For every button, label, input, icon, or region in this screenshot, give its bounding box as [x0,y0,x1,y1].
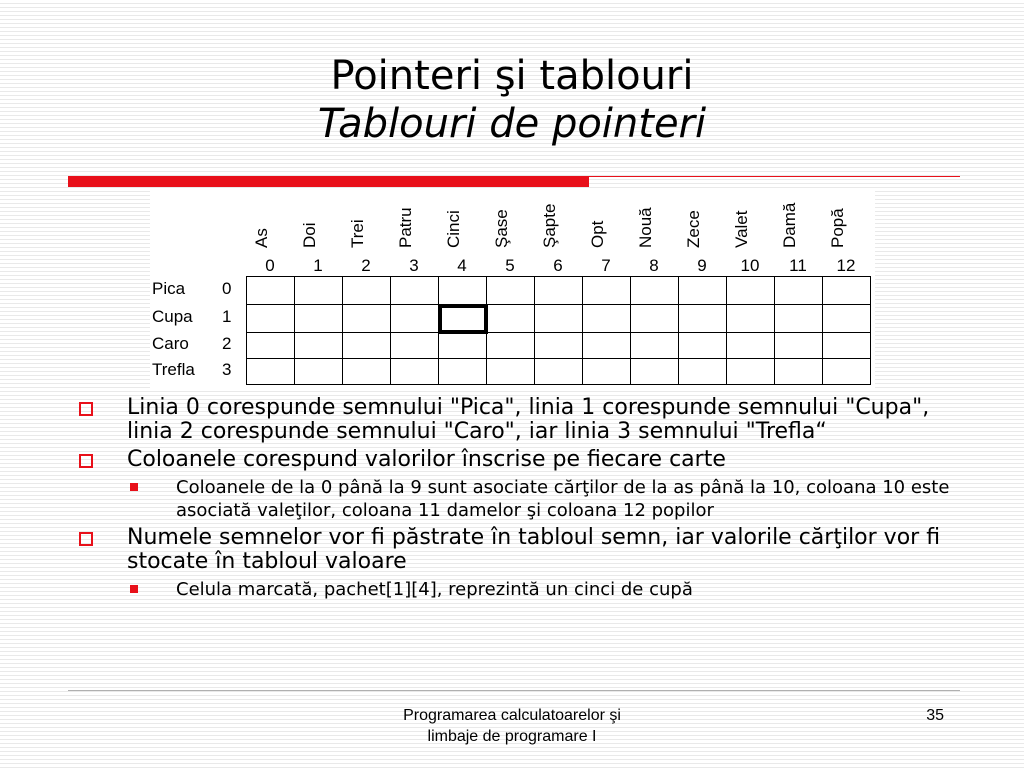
grid-cell [631,277,679,305]
column-name-label: Valet [732,210,751,248]
grid-cell [535,305,583,333]
grid-cell [631,359,679,385]
column-index: 3 [409,256,419,275]
grid-cell [535,359,583,385]
column-index: 11 [789,256,807,275]
grid-cell [583,305,631,333]
row-name: Pica [152,279,186,298]
filled-square-bullet-icon [130,483,138,491]
card-grid [246,276,871,385]
column-name-label: Damă [780,202,799,248]
column-name [486,190,534,248]
footer-divider [68,690,960,691]
grid-row [247,359,871,385]
column-name-label: Şase [492,209,511,248]
grid-cell [487,333,535,359]
column-name [342,190,390,248]
grid-cell [391,305,439,333]
column-name-label: Cinci [444,210,463,248]
grid-cell [391,277,439,305]
grid-cell [727,305,775,333]
column-index: 7 [601,256,611,275]
row-index: 2 [222,334,232,353]
column-index: 4 [457,256,467,275]
column-index: 9 [697,256,707,275]
row-name: Cupa [152,307,193,326]
column-name [582,190,630,248]
column-name-label: Patru [396,207,415,248]
column-name [630,190,678,248]
column-index: 5 [505,256,515,275]
grid-cell [295,333,343,359]
hollow-square-bullet-icon [79,454,93,468]
column-name [726,190,774,248]
grid-cell [823,333,871,359]
column-name [534,190,582,248]
grid-cell [295,305,343,333]
grid-cell [775,305,823,333]
grid-cell [631,333,679,359]
card-grid-table [246,276,871,385]
grid-cell [679,333,727,359]
bullet-item [76,526,976,574]
grid-cell [823,277,871,305]
row-index: 1 [222,307,232,326]
grid-cell [535,333,583,359]
footer-line-2: limbaje de programare I [427,728,597,745]
row-name: Trefla [152,360,195,379]
grid-cell [583,359,631,385]
column-name-label: Doi [300,222,319,248]
hollow-square-bullet-icon [79,532,93,546]
grid-cell [247,277,295,305]
grid-cell [487,305,535,333]
grid-cell [679,305,727,333]
bullet-item [76,396,976,444]
column-name [774,190,822,248]
column-name [390,190,438,248]
grid-cell [583,333,631,359]
title-line-1: Pointeri şi tablouri [330,53,694,99]
column-name-label: Popă [828,208,847,248]
footer-line-1: Programarea calculatoarelor şi [403,707,621,724]
column-index: 0 [265,256,275,275]
bullet-list [76,396,976,605]
column-index: 12 [836,256,856,275]
grid-cell [631,305,679,333]
grid-cell [343,333,391,359]
card-array-diagram [150,190,875,388]
row-name: Caro [152,334,189,353]
grid-cell [679,277,727,305]
grid-cell [487,359,535,385]
column-name [438,190,486,248]
hollow-square-bullet-icon [79,402,93,416]
sub-bullet-item [76,578,976,601]
sub-bullet-item [76,476,976,522]
grid-row [247,333,871,359]
bullet-text: Numele semnelor vor fi păstrate în tabloul semn, iar valorile cărţilor vor fi stocate în tabloul valoare [127,525,941,574]
column-name [678,190,726,248]
slide-number: 35 [926,707,944,724]
column-name-label: As [252,228,271,248]
bullet-text: Celula marcată, pachet[1][4], reprezintă un cinci de cupă [176,579,693,600]
title-line-2: Tablouri de pointeri [317,101,707,147]
column-name [822,190,870,248]
row-index: 3 [222,360,232,379]
grid-cell [343,277,391,305]
column-name-label: Zece [684,210,703,248]
column-name-label: Şapte [540,203,559,248]
grid-row [247,277,871,305]
grid-cell [727,359,775,385]
bullet-text: Linia 0 corespunde semnului "Pica", linia 1 corespunde semnului "Cupa", linia 2 corespunde semnului "Caro", iar linia 3 semnului "Trefla“ [127,395,930,444]
row-index: 0 [222,279,232,298]
column-index: 2 [361,256,371,275]
grid-cell [823,359,871,385]
grid-cell [391,359,439,385]
bullet-text: Coloanele de la 0 până la 9 sunt asociate cărţilor de la as până la 10, coloana 10 este asociată valeţilor, coloana 11 damelor şi coloana 12 popilor [176,477,950,521]
grid-cell [823,305,871,333]
grid-cell [439,277,487,305]
grid-cell [727,277,775,305]
grid-cell [775,359,823,385]
footer-course-title [362,705,662,747]
grid-row [247,305,871,333]
grid-cell [247,305,295,333]
grid-cell [343,305,391,333]
column-index: 1 [313,256,323,275]
column-index: 10 [740,256,760,275]
column-name [294,190,342,248]
grid-cell [247,333,295,359]
grid-cell [679,359,727,385]
grid-cell [727,333,775,359]
filled-square-bullet-icon [130,585,138,593]
column-name-label: Opt [588,220,607,248]
grid-cell [247,359,295,385]
grid-cell-marked [439,305,487,333]
grid-cell [439,333,487,359]
column-name-label: Nouă [636,207,655,248]
grid-cell [343,359,391,385]
title-accent-line [589,176,960,177]
bullet-text: Coloanele corespund valorilor înscrise pe fiecare carte [127,447,726,472]
column-index: 6 [553,256,563,275]
grid-cell [583,277,631,305]
grid-cell [775,333,823,359]
column-name-label: Trei [348,219,367,248]
grid-cell [487,277,535,305]
bullet-item [76,448,976,472]
grid-cell [775,277,823,305]
column-index: 8 [649,256,659,275]
grid-cell [295,277,343,305]
slide-title [0,52,1024,148]
grid-cell [535,277,583,305]
grid-cell [391,333,439,359]
grid-cell [439,359,487,385]
title-accent-bar [68,176,589,187]
column-name [246,190,294,248]
grid-cell [295,359,343,385]
